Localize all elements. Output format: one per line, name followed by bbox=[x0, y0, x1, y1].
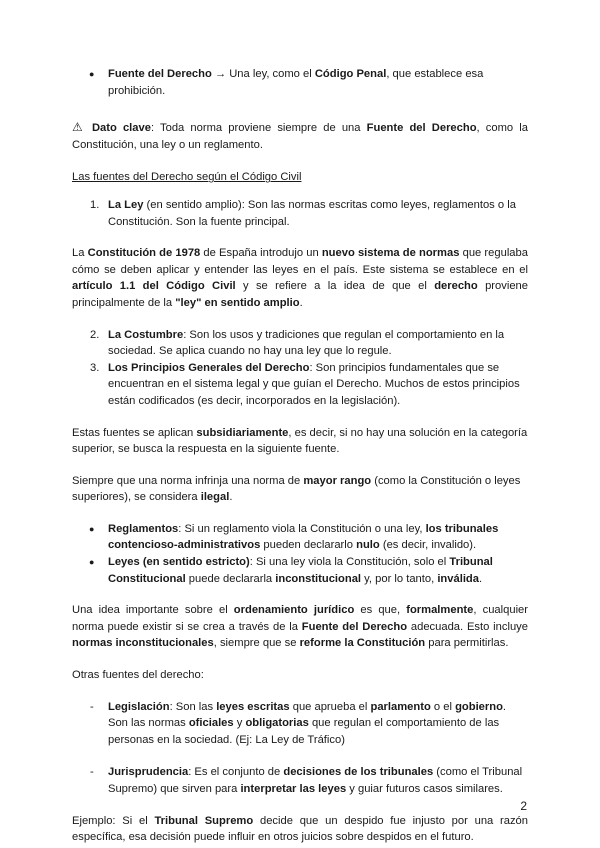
document-page bbox=[72, 66, 528, 846]
bullet-icon: ● bbox=[89, 523, 95, 534]
section-heading: Las fuentes del Derecho según el Código Civil bbox=[72, 171, 302, 184]
numbered-list-2 bbox=[72, 327, 528, 410]
list-item: 1. La Ley (en sentido amplio): Son las normas escritas como leyes, reglamentos o la Constitución. Son la fuente principal. bbox=[90, 198, 516, 228]
warning-icon: ⚠ bbox=[72, 120, 86, 135]
idea-paragraph: Una idea importante sobre el ordenamiento jurídico es que, formalmente, cualquier norma puede existir si se crea a través de la Fuente del Derecho adecuada. Esto incluye normas inconstitucionales, siempre que se reforme la Constitución para permitirlas. bbox=[72, 604, 528, 650]
list-item: - Jurisprudencia: Es el conjunto de decisiones de los tribunales (como el Tribunal Supremo) que sirven para interpretar las leyes y guiar futuros casos similares. bbox=[90, 766, 523, 795]
dato-clave-paragraph: ⚠ Dato clave: Toda norma proviene siempre de una Fuente del Derecho, como la Constitución, una ley o un reglamento. bbox=[72, 120, 529, 151]
list-item: - Legislación: Son las leyes escritas que aprueba el parlamento o el gobierno. Son las normas oficiales y obligatorias que regulan el comportamiento de las personas en la sociedad. (Ej: La Ley de Tráfico) bbox=[90, 700, 507, 746]
list-item: ● Fuente del Derecho → Una ley, como el Código Penal, que establece esa prohibición. bbox=[89, 68, 484, 97]
numbered-list-1 bbox=[72, 197, 528, 230]
otras-fuentes-heading: Otras fuentes del derecho: bbox=[72, 669, 204, 682]
list-item: 2. La Costumbre: Son los usos y tradiciones que regulan el comportamiento en la sociedad. Se aplica cuando no hay una ley que lo regule. bbox=[90, 328, 505, 358]
siempre-paragraph: Siempre que una norma infrinja una norma de mayor rango (como la Constitución o leyes superiores), se considera ilegal. bbox=[72, 474, 521, 504]
bullet-icon: ● bbox=[89, 557, 95, 568]
dash-list bbox=[72, 699, 528, 798]
list-item: ● Reglamentos: Si un reglamento viola la Constitución o una ley, los tribunales contencioso-administrativos pueden declararlo nulo (es decir, invalido). bbox=[89, 522, 499, 552]
page-number: 2 bbox=[520, 799, 527, 813]
bullet-icon: ● bbox=[89, 69, 95, 79]
bullet-list-rango bbox=[72, 521, 528, 587]
list-item: 3. Los Principios Generales del Derecho: Son principios fundamentales que se encuentran en el sistema legal y que guían el Derecho. Muchos de estos principios están codificados (es decir, incorporados en la legislación). bbox=[90, 361, 520, 407]
constitucion-paragraph: La Constitución de 1978 de España introdujo un nuevo sistema de normas que regulaba cómo se deben aplicar y entender las leyes en el país. Este sistema se establece en el artículo 1.1 del Código Civil y se refiere a la idea de que el derecho proviene principalmente de la "ley" en sentido amplio. bbox=[72, 247, 528, 309]
subsidiaria-paragraph: Estas fuentes se aplican subsidiariamente, es decir, si no hay una solución en la categoría superior, se busca la respuesta en la siguiente fuente. bbox=[72, 426, 528, 456]
list-item: ● Leyes (en sentido estricto): Si una ley viola la Constitución, solo el Tribunal Constitucional puede declararla inconstitucional y, por lo tanto, inválida. bbox=[89, 556, 493, 585]
bullet-list-top bbox=[72, 66, 528, 99]
ejemplo-paragraph: Ejemplo: Si el Tribunal Supremo decide que un despido fue injusto por una razón específica, esa decisión puede influir en otros juicios sobre despidos en el futuro. bbox=[72, 814, 529, 844]
